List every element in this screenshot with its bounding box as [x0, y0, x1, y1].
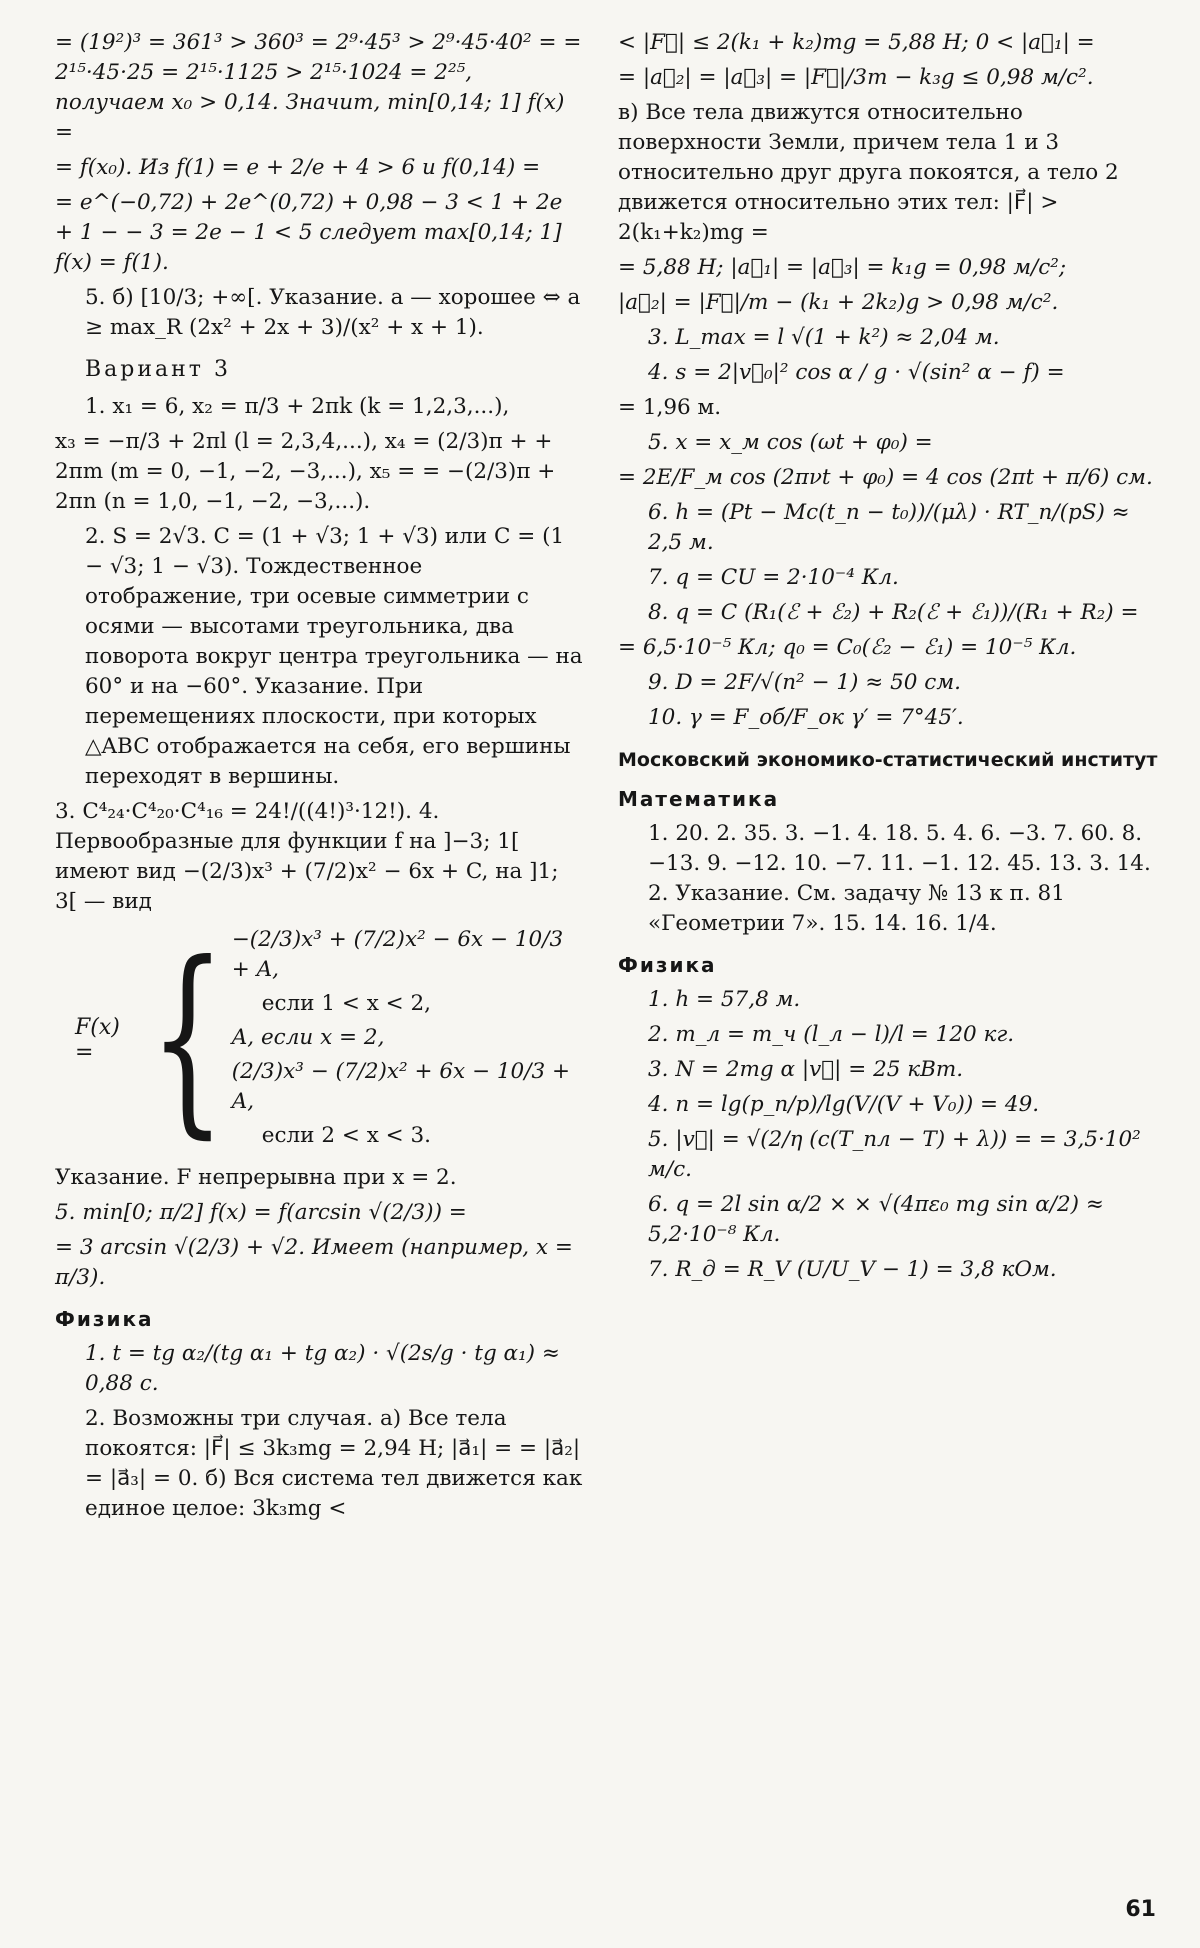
system-cond-3: если 2 < x < 3. [261, 1123, 432, 1148]
physics-heading-right: Физика [618, 953, 717, 977]
variant-answer-2: 2. S = 2√3. C = (1 + √3; 1 + √3) или C = (1 − √3; 1 − √3). Тождественное отображение, три осевые симметрии с осями — высотами треугольника, два поворота вокруг центра треугольника — на 60° и на −60°. Указание. При перемещениях плоскости, при которых △ABC отображается на себя, его вершины переходят в вершины. [85, 524, 590, 789]
right-case-v: в) Все тела движутся относительно поверхности Земли, причем тела 1 и 3 относительно друг друга покоятся, а тело 2 движется относительно этих тел: |F⃗| > 2(k₁+k₂)mg = [618, 100, 1126, 245]
right-line-4: = 5,88 Н; |a⃗₁| = |a⃗₃| = k₁g = 0,98 м/с²; [618, 255, 1067, 280]
system-cond-1: если 1 < x < 2, [261, 991, 432, 1016]
physics-right-3: 3. N = 2mg α |v⃗| = 25 кВт. [648, 1057, 964, 1082]
physics-heading-left: Физика [55, 1307, 154, 1331]
variant-answer-1: 1. x₁ = 6, x₂ = π/3 + 2πk (k = 1,2,3,...), [85, 394, 510, 419]
physics-right-5: 5. |v⃗| = √(2/η (c(T_пл − T) + λ)) = = 3,5·10² м/с. [648, 1127, 1148, 1182]
variant-answer-5: 5. min[0; π/2] f(x) = f(arcsin √(2/3)) = [55, 1200, 467, 1225]
variant-answer-3-4: 3. C⁴₂₄·C⁴₂₀·C⁴₁₆ = 24!/((4!)³·12!). 4. Первообразные для функции f на ]−3; 1[ имеют вид −(2/3)x³ + (7/2)x² − 6x + C, на ]1; 3[ — вид [55, 799, 566, 914]
math-heading: Математика [618, 787, 780, 811]
physics-right-6: 6. q = 2l sin α/2 × × √(4πε₀ mg sin α/2) ≈ 5,2·10⁻⁸ Кл. [648, 1192, 1111, 1247]
left-line-2: = f(x₀). Из f(1) = e + 2/e + 4 > 6 и f(0,14) = [55, 155, 541, 180]
left-column [55, 28, 590, 1529]
system-cases [232, 925, 585, 1155]
variant-answer-1-cont: x₃ = −π/3 + 2πl (l = 2,3,4,...), x₄ = (2/3)π + + 2πm (m = 0, −1, −2, −3,...), x₅ = = −(2/3)π + 2πn (n = 1,0, −1, −2, −3,...). [55, 429, 563, 514]
system-case-3: (2/3)x³ − (7/2)x² + 6x − 10/3 + A, [231, 1059, 577, 1114]
right-answer-10: 10. γ = F_об/F_ок γ′ = 7°45′. [648, 705, 964, 730]
right-answer-5: 5. x = x_м cos (ωt + φ₀) = [648, 430, 933, 455]
left-line-3: = e^(−0,72) + 2e^(0,72) + 0,98 − 3 < 1 + 2e + 1 − − 3 = 2e − 1 < 5 следует max[0,14; 1] f(x) = f(1). [55, 190, 570, 275]
piecewise-system [75, 921, 585, 1158]
physics-answer-2: 2. Возможны три случая. а) Все тела покоятся: |F⃗| ≤ 3k₃mg = 2,94 Н; |a⃗₁| = = |a⃗₂| = |a⃗₃| = 0. б) Вся система тел движется как единое целое: 3k₃mg < [85, 1406, 590, 1521]
variant-answer-5-cont: = 3 arcsin √(2/3) + √2. Имеет (например, x = π/3). [55, 1235, 580, 1290]
variant-title: Вариант 3 [85, 357, 231, 382]
system-lhs: F(x) = [75, 1015, 120, 1065]
left-line-1: = (19²)³ = 361³ > 360³ = 2⁹·45³ > 2⁹·45·40² = = 2¹⁵·45·25 = 2¹⁵·1125 > 2¹⁵·1024 = 2²⁵, получаем x₀ > 0,14. Значит, min[0,14; 1] f(x) = [55, 30, 589, 145]
right-answer-7: 7. q = CU = 2·10⁻⁴ Кл. [648, 565, 899, 590]
physics-answer-1: 1. t = tg α₂/(tg α₁ + tg α₂) · √(2s/g · tg α₁) ≈ 0,88 с. [85, 1341, 567, 1396]
right-answer-6: 6. h = (Pt − Mc(t_п − t₀))/(μλ) · RT_п/(pS) ≈ 2,5 м. [648, 500, 1137, 555]
right-line-2: = |a⃗₂| = |a⃗₃| = |F⃗|/3m − k₃g ≤ 0,98 м/с². [618, 65, 1094, 90]
right-line-5: |a⃗₂| = |F⃗|/m − (k₁ + 2k₂)g > 0,98 м/с². [618, 290, 1059, 315]
right-answer-4: 4. s = 2|v⃗₀|² cos α / g · √(sin² α − f) = [648, 360, 1065, 385]
right-column [618, 28, 1158, 1290]
system-case-1: −(2/3)x³ + (7/2)x² − 6x − 10/3 + A, [231, 927, 570, 982]
brace-icon: { [149, 921, 226, 1158]
right-answer-9: 9. D = 2F/√(n² − 1) ≈ 50 см. [648, 670, 961, 695]
institute-title: Московский экономико-статистический институт [618, 749, 1158, 771]
math-answers: 1. 20. 2. 35. 3. −1. 4. 18. 5. 4. 6. −3. 7. 60. 8. −13. 9. −12. 10. −7. 11. −1. 12. 45. 13. 3. 14. 2. Указание. См. задачу № 13 к п. 81 «Геометрии 7». 15. 14. 16. 1/4. [648, 821, 1158, 936]
physics-right-7: 7. R_д = R_V (U/U_V − 1) = 3,8 кОм. [648, 1257, 1057, 1282]
right-answer-8: 8. q = C (R₁(ℰ + ℰ₂) + R₂(ℰ + ℰ₁))/(R₁ + R₂) = [648, 600, 1139, 625]
physics-right-1: 1. h = 57,8 м. [648, 987, 801, 1012]
page-number: 61 [1125, 1897, 1156, 1922]
physics-right-4: 4. n = lg(p_n/p)/lg(V/(V + V₀)) = 49. [648, 1092, 1040, 1117]
right-answer-5-cont: = 2E/F_м cos (2πνt + φ₀) = 4 cos (2πt + π/6) см. [618, 465, 1153, 490]
right-answer-8-cont: = 6,5·10⁻⁵ Кл; q₀ = C₀(ℰ₂ − ℰ₁) = 10⁻⁵ Кл. [618, 635, 1077, 660]
left-answer-5: 5. б) [10/3; +∞[. Указание. a — хорошее ⇔ a ≥ max_R (2x² + 2x + 3)/(x² + x + 1). [85, 285, 588, 340]
right-answer-4-cont: = 1,96 м. [618, 395, 722, 420]
system-case-2: A, если x = 2, [231, 1025, 385, 1050]
right-answer-3: 3. L_max = l √(1 + k²) ≈ 2,04 м. [648, 325, 1000, 350]
right-line-1: < |F⃗| ≤ 2(k₁ + k₂)mg = 5,88 Н; 0 < |a⃗₁| = [618, 30, 1095, 55]
physics-right-2: 2. m_л = m_ч (l_л − l)/l = 120 кг. [648, 1022, 1015, 1047]
hint-continuity: Указание. F непрерывна при x = 2. [55, 1165, 457, 1190]
